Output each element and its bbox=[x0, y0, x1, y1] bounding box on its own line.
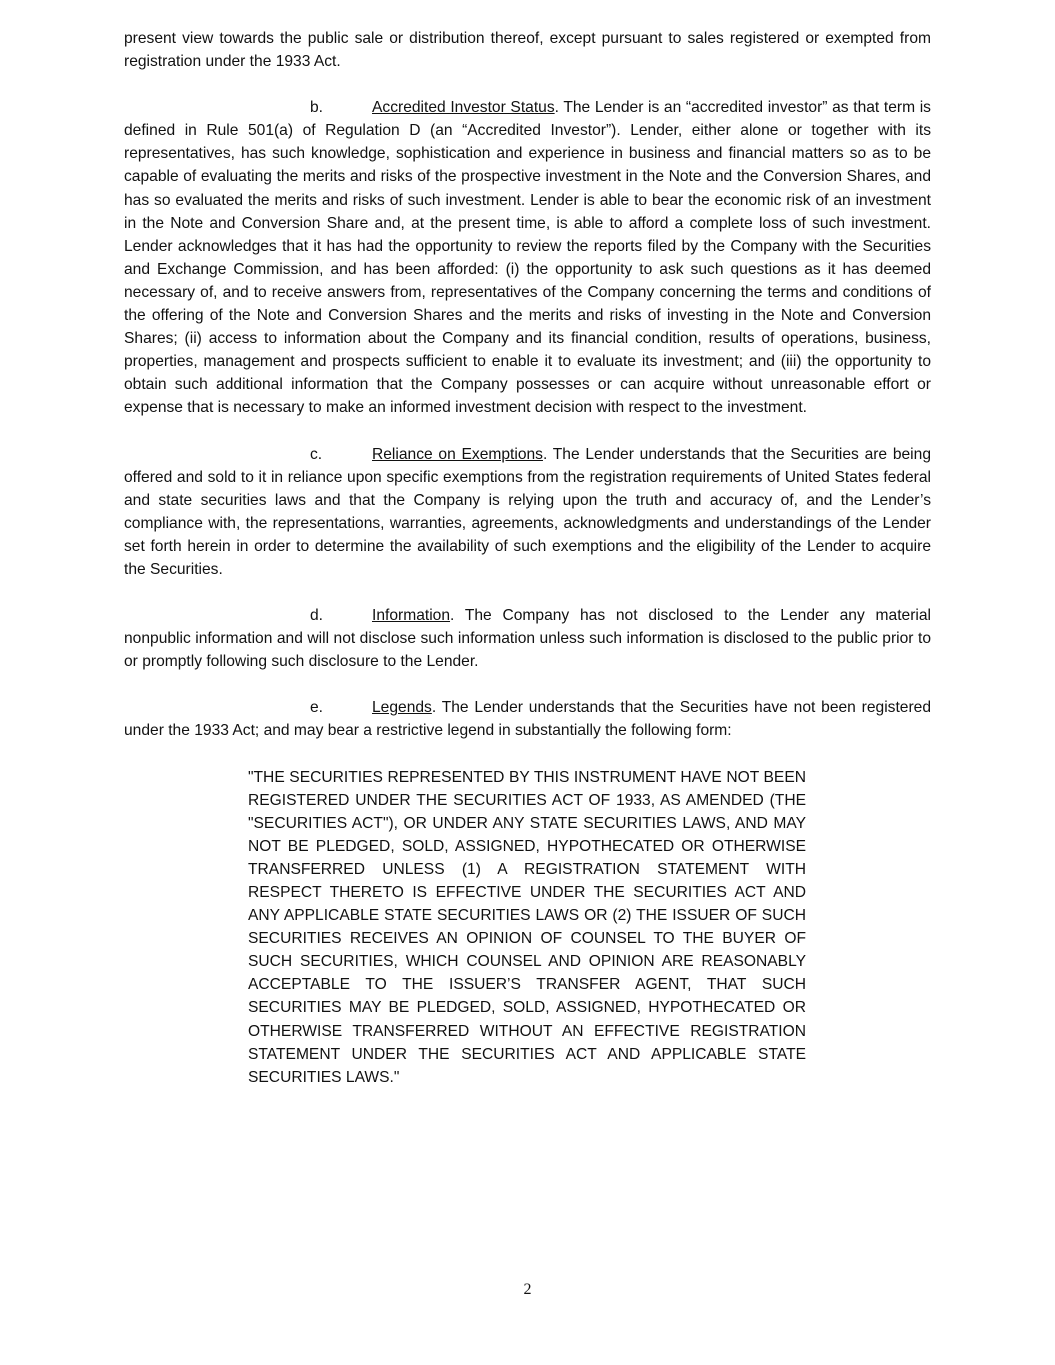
section-b-heading: Accredited Investor Status bbox=[372, 99, 555, 117]
section-c-paragraph bbox=[124, 443, 931, 582]
section-e-marker: e. bbox=[310, 699, 324, 717]
section-d-heading: Information bbox=[372, 607, 451, 625]
restrictive-legend-block: "THE SECURITIES REPRESENTED BY THIS INSTRUMENT HAVE NOT BEEN REGISTERED UNDER THE SECURITIES ACT OF 1933, AS AMENDED (THE "SECURITIES ACT"), OR UNDER ANY STATE SECURITIES LAWS, AND MAY NOT BE PLEDGED, SOLD, ASSIGNED, HYPOTHECATED OR OTHERWISE TRANSFERRED UNLESS (1) A REGISTRATION STATEMENT WITH RESPECT THERETO IS EFFECTIVE UNDER THE SECURITIES ACT AND ANY APPLICABLE STATE SECURITIES LAWS OR (2) THE ISSUER OF SUCH SECURITIES RECEIVES AN OPINION OF COUNSEL TO THE BUYER OF SUCH SECURITIES, WHICH COUNSEL AND OPINION ARE REASONABLY ACCEPTABLE TO THE ISSUER’S TRANSFER AGENT, THAT SUCH SECURITIES MAY BE PLEDGED, SOLD, ASSIGNED, HYPOTHECATED OR OTHERWISE TRANSFERRED WITHOUT AN EFFECTIVE REGISTRATION STATEMENT UNDER THE SECURITIES ACT AND APPLICABLE STATE SECURITIES LAWS." bbox=[248, 768, 806, 1086]
section-e-heading: Legends bbox=[372, 699, 432, 717]
section-c-marker: c. bbox=[310, 445, 323, 463]
paragraph-spacer bbox=[124, 73, 931, 96]
section-b-marker: b. bbox=[310, 99, 324, 117]
section-e-paragraph bbox=[124, 696, 931, 742]
section-c-text: . The Lender understands that the Securities are being offered and sold to it in reliance upon specific exemptions from the registration requirements of United States federal and state securities laws and that the Company is relying upon the truth and accuracy of, and the Lender’s compliance with, the representations, warranties, agreements, acknowledgments and understandings of the Lender set forth herein in order to determine the availability of such exemptions and the eligibility of the Lender to acquire the Securities. bbox=[124, 445, 931, 578]
section-d-paragraph bbox=[124, 604, 931, 673]
section-b-text: . The Lender is an “accredited investor” as that term is defined in Rule 501(a) of Regulation D (an “Accredited Investor”). Lender, either alone or together with its representatives, has such knowledge, sophistication and experience in business and financial matters so as to be capable of evaluating the merits and risks of the prospective investment in the Note and the Conversion Shares, and has so evaluated the merits and risks of such investment. Lender is able to bear the economic risk of an investment in the Note and Conversion Share and, at the present time, is able to afford a complete loss of such investment. Lender acknowledges that it has had the opportunity to review the reports filed by the Company with the Securities and Exchange Commission, and has been afforded: (i) the opportunity to ask such questions as it has deemed necessary of, and to receive answers from, representatives of the Company concerning the terms and conditions of the offering of the Note and Conversion Shares and the merits and risks of investing in the Note and Conversion Shares; (ii) access to information about the Company and its financial condition, results of operations, business, properties, management and prospects sufficient to enable it to evaluate its investment; and (iii) the opportunity to obtain such additional information that the Company possesses or can acquire without unreasonable effort or expense that is necessary to make an informed investment decision with respect to the investment. bbox=[124, 99, 931, 417]
section-c-heading: Reliance on Exemptions bbox=[372, 445, 543, 463]
section-d-marker: d. bbox=[310, 607, 324, 625]
section-b-paragraph bbox=[124, 96, 931, 419]
page-number: 2 bbox=[523, 1281, 532, 1298]
paragraph-spacer bbox=[124, 673, 931, 696]
paragraph-spacer bbox=[124, 743, 931, 766]
section-e-text: . The Lender understands that the Securities have not been registered under the 1933 Act; and may bear a restrictive legend in substantially the following form: bbox=[124, 699, 931, 740]
section-d-text: . The Company has not disclosed to the Lender any material nonpublic information and will not disclose such information unless such information is disclosed to the public prior to or promptly following such disclosure to the Lender. bbox=[124, 607, 931, 671]
paragraph-spacer bbox=[124, 581, 931, 604]
paragraph-spacer bbox=[124, 420, 931, 443]
intro-paragraph: present view towards the public sale or distribution thereof, except pursuant to sales registered or exempted from registration under the 1933 Act. bbox=[124, 30, 931, 71]
document-page bbox=[124, 27, 931, 1089]
